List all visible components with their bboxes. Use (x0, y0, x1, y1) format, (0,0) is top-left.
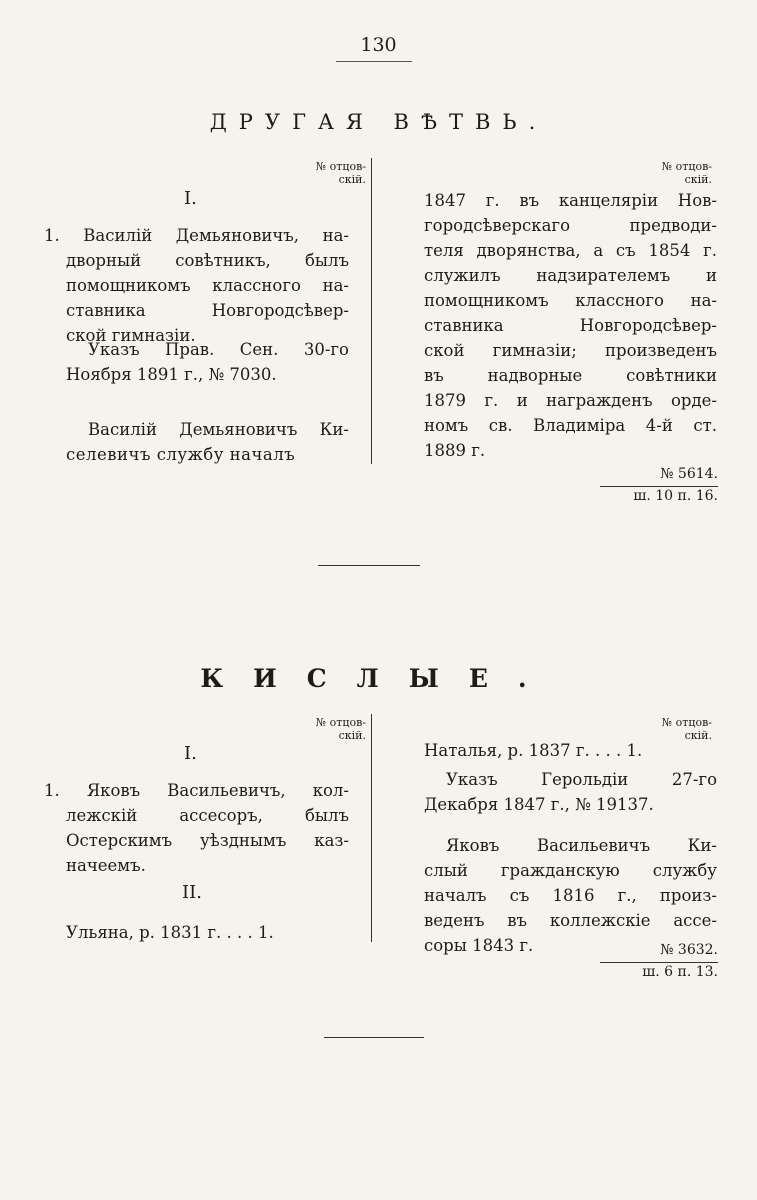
text-line: соры 1843 г. (424, 936, 534, 955)
section-title-kislye: КИСЛЫЕ. (200, 664, 557, 693)
left-paragraph (44, 223, 349, 348)
text-line: 1847 г. въ канцеляріи Нов- (424, 191, 717, 210)
text-line: ской гимназіи. (66, 326, 196, 345)
reference-number: № 3632. (660, 942, 718, 958)
text-line: началъ съ 1816 г., произ- (424, 886, 717, 905)
column-note-line: скій. (684, 173, 712, 186)
text-line: ставника Новгородсѣвер- (424, 316, 717, 335)
text-line: начеемъ. (66, 856, 146, 875)
column-divider (371, 158, 372, 464)
column-note-line: № отцов- (661, 160, 712, 173)
column-note-line: № отцов- (315, 716, 366, 729)
text-line: помощникомъ классного на- (424, 291, 717, 310)
text-line: селевичъ службу началъ (66, 445, 296, 464)
text-line: лежскій ассесоръ, былъ (66, 806, 349, 825)
page-number-rule (336, 61, 412, 62)
text-line: городсѣверскаго предводи- (424, 216, 717, 235)
child-entry: Ульяна, р. 1831 г. . . . 1. (66, 923, 274, 942)
text-line: служилъ надзирателемъ и (424, 266, 717, 285)
column-note-line: скій. (684, 729, 712, 742)
text-line: ставника Новгородсѣвер- (66, 301, 349, 320)
text-line: ской гимназіи; произведенъ (424, 341, 717, 360)
section-separator (324, 1037, 424, 1038)
right-paragraph (424, 833, 717, 958)
section-separator (318, 565, 420, 566)
text-line: Указъ Герольдіи 27-го (446, 770, 717, 789)
reference-location: ш. 6 п. 13. (642, 964, 718, 980)
text-line: слый гражданскую службу (424, 861, 717, 880)
column-note-left (286, 716, 366, 742)
text-line: Василій Демьяновичъ Ки- (88, 420, 349, 439)
text-line: помощникомъ классного на- (66, 276, 349, 295)
roman-numeral: II. (182, 882, 202, 903)
text-line: дворный совѣтникъ, былъ (66, 251, 349, 270)
text-line: Декабря 1847 г., № 19137. (424, 795, 654, 814)
text-line: 1889 г. (424, 441, 486, 460)
text-line: Ноября 1891 г., № 7030. (66, 365, 277, 384)
text-line: 1. Яковъ Васильевичъ, кол- (44, 781, 349, 800)
roman-numeral: I. (184, 743, 197, 764)
column-note-line: № отцов- (315, 160, 366, 173)
decree-block (66, 337, 349, 387)
text-line: 1. Василій Демьяновичъ, на- (44, 226, 349, 245)
text-line: въ надворные совѣтники (424, 366, 717, 385)
column-note-line: № отцов- (661, 716, 712, 729)
column-note-right (632, 160, 712, 186)
section-title-other-branch: ДРУГАЯ ВѢТВЬ. (209, 110, 548, 134)
page-number: 130 (360, 34, 397, 56)
column-note-line: скій. (338, 173, 366, 186)
text-line: теля дворянства, а съ 1854 г. (424, 241, 717, 260)
text-line: Указъ Прав. Сен. 30-го (88, 340, 349, 359)
text-line: Остерскимъ уѣзднымъ каз- (66, 831, 349, 850)
text-line: Яковъ Васильевичъ Ки- (446, 836, 717, 855)
roman-numeral: I. (184, 188, 197, 209)
column-note-line: скій. (338, 729, 366, 742)
reference-number: № 5614. (660, 466, 718, 482)
reference-rule (600, 962, 718, 963)
right-paragraph (424, 188, 717, 463)
text-line: 1879 г. и награжденъ орде- (424, 391, 717, 410)
child-entry: Наталья, р. 1837 г. . . . 1. (424, 741, 643, 760)
reference-location: ш. 10 п. 16. (633, 488, 718, 504)
column-note-left (286, 160, 366, 186)
left-paragraph (44, 778, 349, 878)
column-divider (371, 714, 372, 942)
decree-block (424, 767, 717, 817)
text-line: веденъ въ коллежскіе ассе- (424, 911, 717, 930)
reference-rule (600, 486, 718, 487)
left-bottom-paragraph (66, 417, 349, 467)
text-line: номъ св. Владиміра 4-й ст. (424, 416, 717, 435)
